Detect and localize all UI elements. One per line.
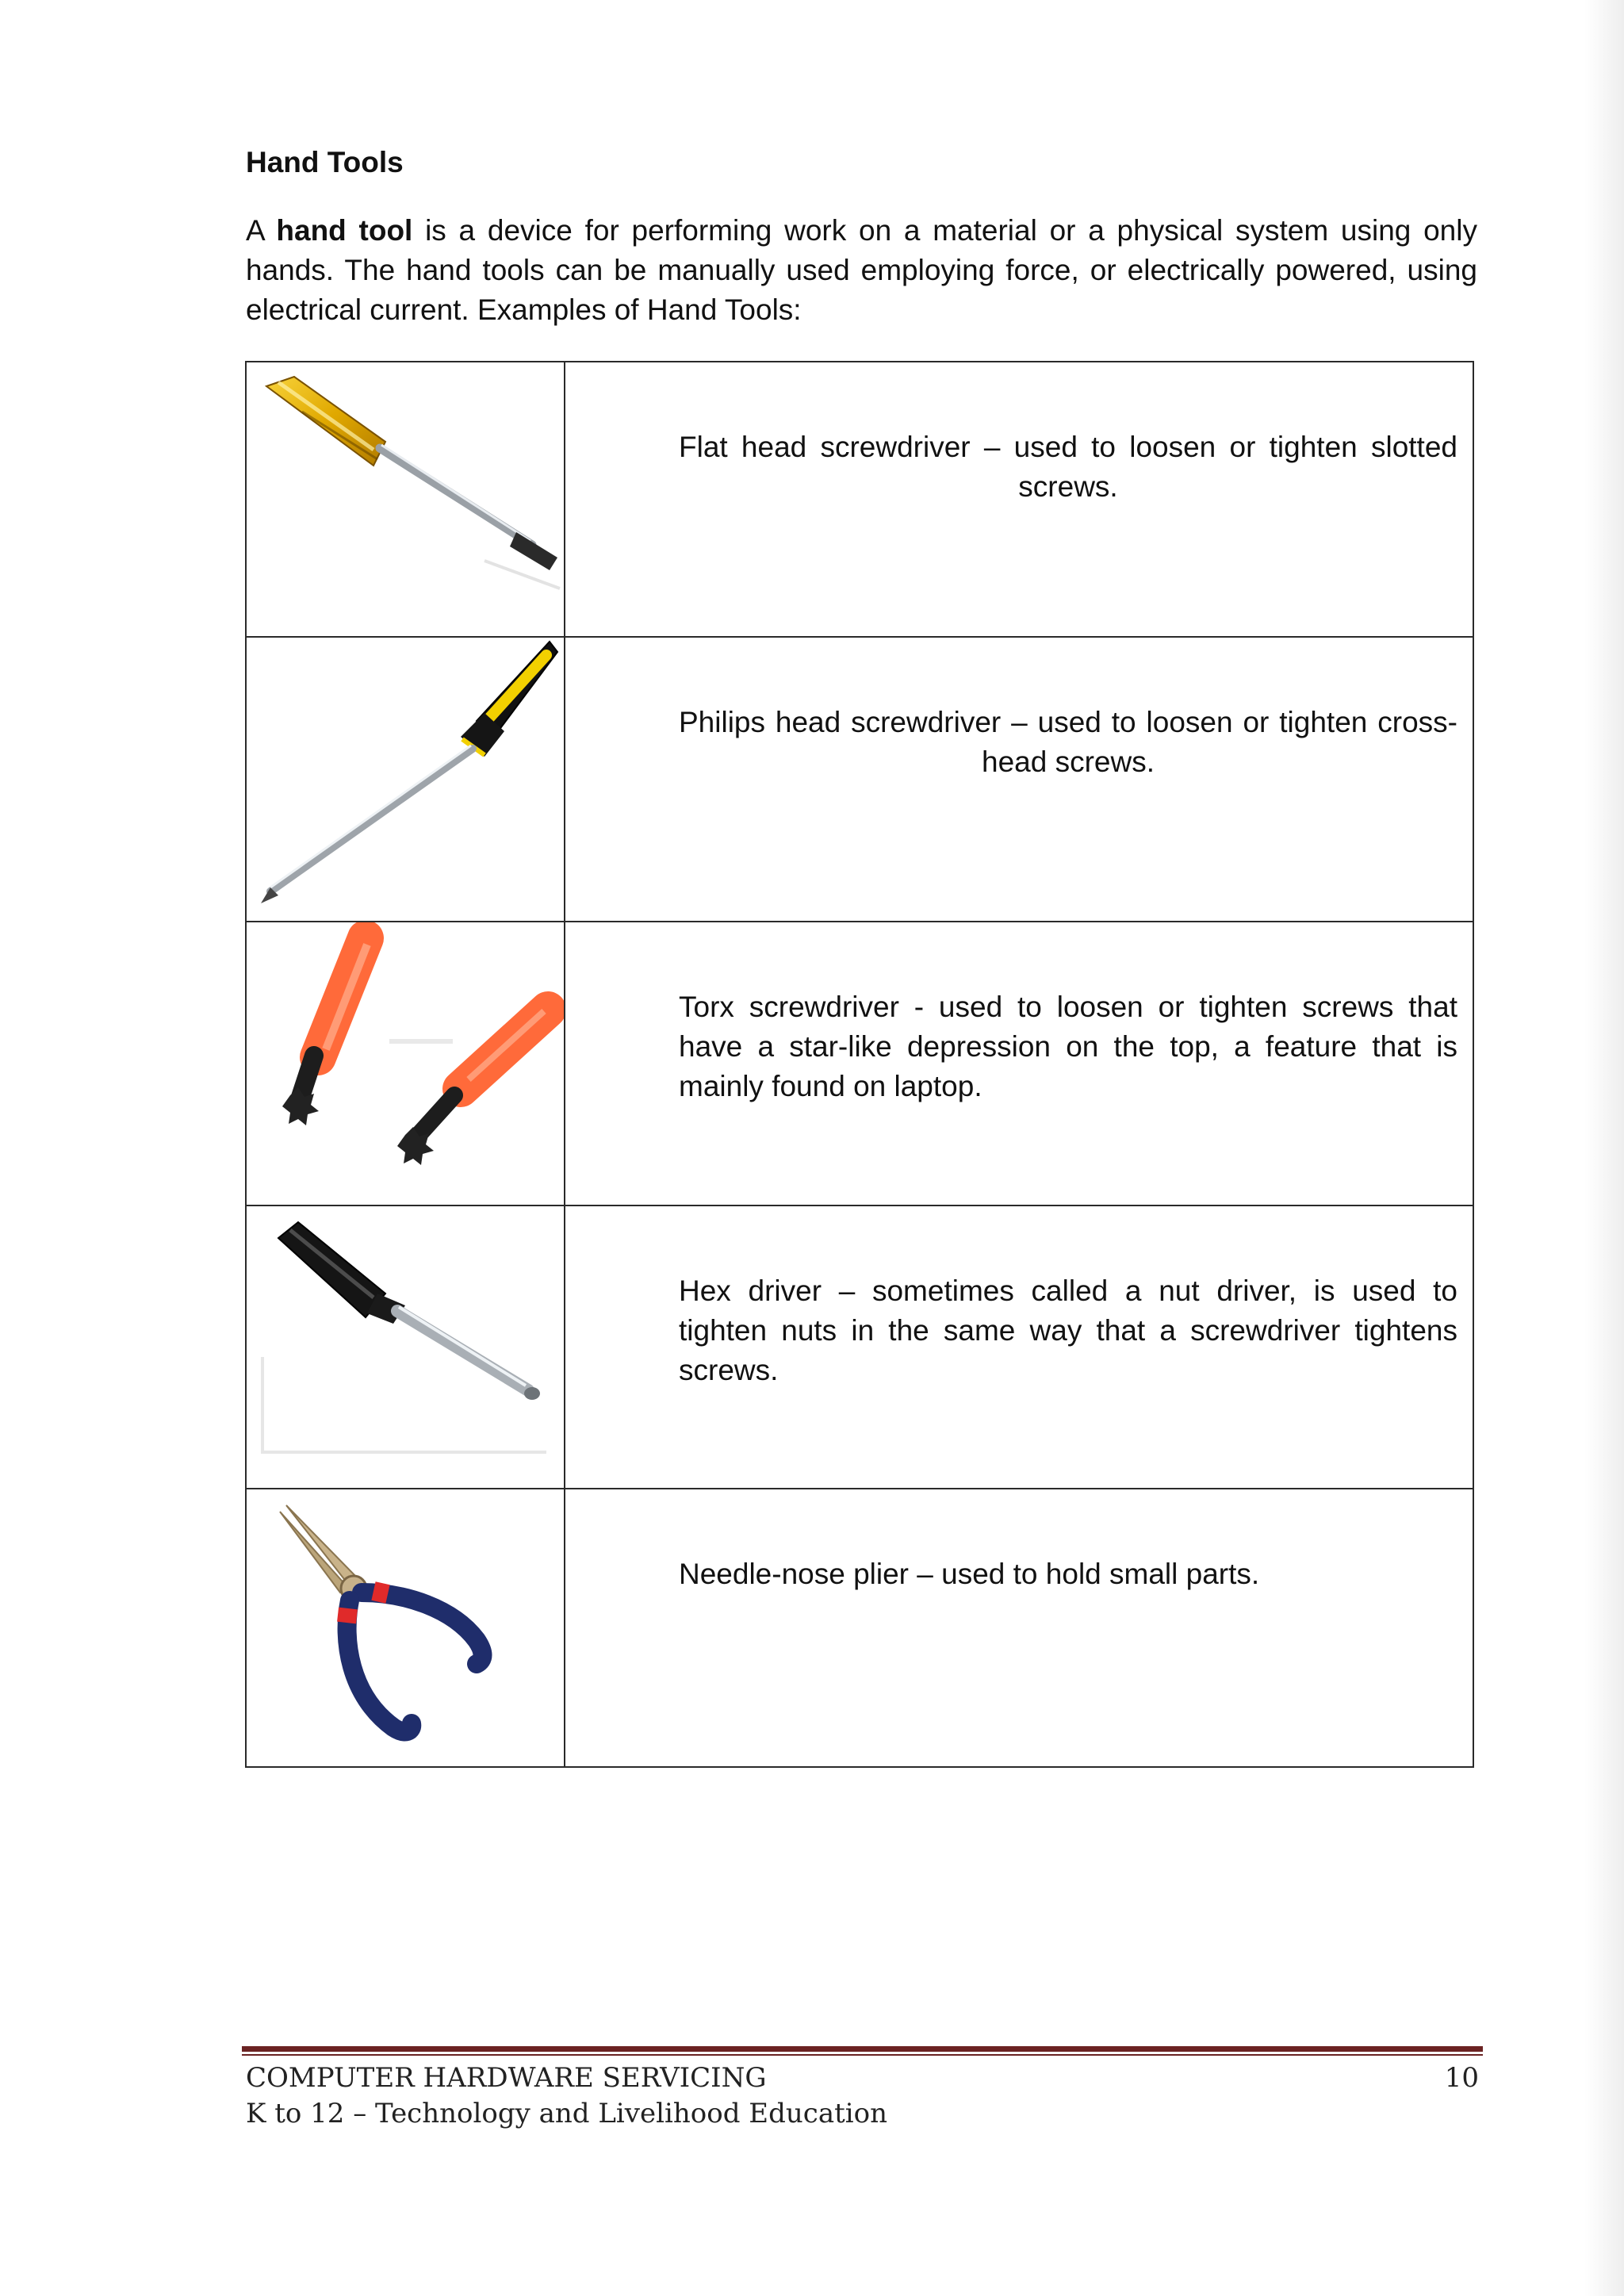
tool-description: Flat head screwdriver – used to loosen or tighten slotted screws.: [679, 431, 1457, 503]
table-row: [246, 362, 1473, 637]
table-row: [246, 637, 1473, 922]
tool-image-cell: [246, 637, 565, 922]
tool-description-cell: [565, 1489, 1473, 1767]
table-row: [246, 1205, 1473, 1489]
needle-nose-plier-image: [247, 1489, 564, 1766]
tool-description-cell: [565, 637, 1473, 922]
tool-description-cell: [565, 922, 1473, 1205]
table-row: [246, 922, 1473, 1205]
tool-image-cell: [246, 1489, 565, 1767]
intro-bold-term: hand tool: [276, 214, 413, 247]
footer-title: COMPUTER HARDWARE SERVICING: [246, 2062, 767, 2094]
page-number: 10: [1444, 2062, 1479, 2094]
footer-rule-thin: [242, 2054, 1483, 2056]
torx-screwdriver-image: [247, 922, 564, 1205]
tool-description-cell: [565, 362, 1473, 637]
tool-description: Needle-nose plier – used to hold small parts.: [679, 1558, 1260, 1590]
intro-paragraph: A hand tool is a device for performing work on a material or a physical system using only hands. The hand tools can be manually used employing force, or electrically powered, using electrical current. Examples of Hand Tools:: [246, 214, 1477, 326]
tool-description: Philips head screwdriver – used to loosen or tighten cross-head screws.: [679, 706, 1457, 778]
table-row: [246, 1489, 1473, 1767]
page-edge-shadow: [1584, 0, 1624, 2296]
tool-image-cell: [246, 362, 565, 637]
philips-head-screwdriver-image: [247, 638, 564, 921]
tool-description: Torx screwdriver - used to loosen or tighten screws that have a star-like depression on the top, a feature that is mainly found on laptop.: [679, 991, 1457, 1102]
flat-head-screwdriver-image: [247, 362, 564, 636]
hand-tools-table: [245, 361, 1474, 1768]
tool-image-cell: [246, 922, 565, 1205]
tool-description-cell: [565, 1205, 1473, 1489]
tool-description: Hex driver – sometimes called a nut driver, is used to tighten nuts in the same way that a screwdriver tightens screws.: [679, 1274, 1457, 1386]
section-heading: Hand Tools: [246, 146, 404, 178]
footer-subtitle: K to 12 – Technology and Livelihood Education: [246, 2098, 887, 2129]
hex-driver-image: [247, 1206, 564, 1488]
tool-image-cell: [246, 1205, 565, 1489]
footer-rule: [242, 2046, 1483, 2052]
